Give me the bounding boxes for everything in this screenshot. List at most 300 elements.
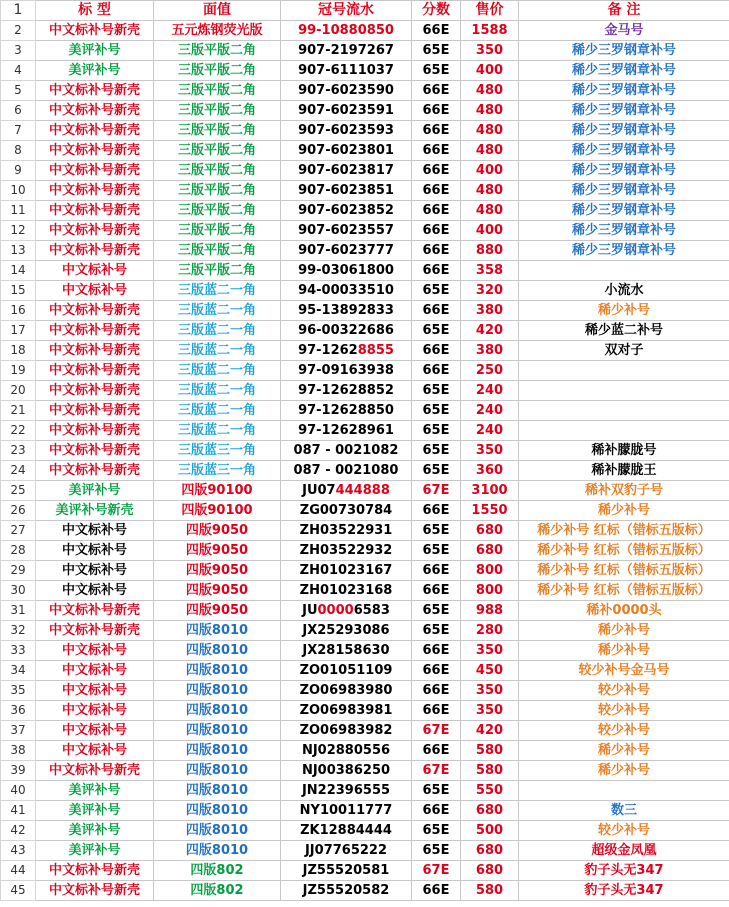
- row-number[interactable]: 16: [1, 301, 36, 321]
- cell-price[interactable]: 550: [461, 781, 519, 801]
- cell-note[interactable]: 豹子头无347: [519, 881, 729, 901]
- cell-type[interactable]: 中文标补号: [36, 541, 154, 561]
- cell-serial[interactable]: [281, 21, 412, 41]
- cell-face[interactable]: 三版平版二角: [154, 241, 281, 261]
- cell-face[interactable]: 四版802: [154, 861, 281, 881]
- cell-face[interactable]: 三版蓝二一角: [154, 321, 281, 341]
- cell-face[interactable]: 四版8010: [154, 641, 281, 661]
- cell-face[interactable]: 四版9050: [154, 601, 281, 621]
- cell-type[interactable]: 中文标补号: [36, 681, 154, 701]
- cell-score[interactable]: 66E: [412, 561, 461, 581]
- cell-type[interactable]: 中文标补号新壳: [36, 621, 154, 641]
- cell-face[interactable]: 四版8010: [154, 801, 281, 821]
- cell-serial[interactable]: [281, 601, 412, 621]
- cell-score[interactable]: 66E: [412, 881, 461, 901]
- cell-type[interactable]: 中文标补号: [36, 661, 154, 681]
- cell-face[interactable]: 三版平版二角: [154, 41, 281, 61]
- cell-score[interactable]: 66E: [412, 661, 461, 681]
- cell-serial[interactable]: [281, 321, 412, 341]
- cell-price[interactable]: 680: [461, 541, 519, 561]
- cell-type[interactable]: 中文标补号: [36, 641, 154, 661]
- cell-price[interactable]: 680: [461, 801, 519, 821]
- cell-score[interactable]: 65E: [412, 521, 461, 541]
- row-number[interactable]: 31: [1, 601, 36, 621]
- cell-note[interactable]: 稀少补号: [519, 641, 729, 661]
- row-number[interactable]: 36: [1, 701, 36, 721]
- row-number[interactable]: 24: [1, 461, 36, 481]
- cell-serial[interactable]: [281, 761, 412, 781]
- row-number[interactable]: 27: [1, 521, 36, 541]
- cell-score[interactable]: 65E: [412, 61, 461, 81]
- cell-face[interactable]: 三版蓝三一角: [154, 441, 281, 461]
- row-number[interactable]: 39: [1, 761, 36, 781]
- row-number[interactable]: 21: [1, 401, 36, 421]
- row-number[interactable]: 45: [1, 881, 36, 901]
- cell-score[interactable]: 65E: [412, 601, 461, 621]
- cell-type[interactable]: 中文标补号新壳: [36, 881, 154, 901]
- row-number[interactable]: 23: [1, 441, 36, 461]
- row-number[interactable]: 35: [1, 681, 36, 701]
- cell-type[interactable]: 中文标补号新壳: [36, 421, 154, 441]
- cell-price[interactable]: 680: [461, 841, 519, 861]
- row-number[interactable]: 1: [1, 1, 36, 21]
- cell-serial[interactable]: [281, 681, 412, 701]
- cell-price[interactable]: 350: [461, 441, 519, 461]
- cell-serial[interactable]: [281, 381, 412, 401]
- cell-price[interactable]: 680: [461, 521, 519, 541]
- cell-score[interactable]: 66E: [412, 161, 461, 181]
- cell-face[interactable]: 四版8010: [154, 621, 281, 641]
- cell-price[interactable]: 400: [461, 61, 519, 81]
- cell-price[interactable]: 500: [461, 821, 519, 841]
- cell-serial[interactable]: [281, 721, 412, 741]
- cell-serial[interactable]: [281, 81, 412, 101]
- cell-price[interactable]: 480: [461, 141, 519, 161]
- cell-face[interactable]: 四版8010: [154, 681, 281, 701]
- row-number[interactable]: 38: [1, 741, 36, 761]
- cell-face[interactable]: 四版8010: [154, 761, 281, 781]
- cell-face[interactable]: 四版9050: [154, 561, 281, 581]
- cell-score[interactable]: 66E: [412, 501, 461, 521]
- cell-score[interactable]: 66E: [412, 361, 461, 381]
- cell-score[interactable]: 67E: [412, 481, 461, 501]
- cell-note[interactable]: 稀少三罗钢章补号: [519, 241, 729, 261]
- cell-face[interactable]: 三版蓝三一角: [154, 461, 281, 481]
- row-number[interactable]: 22: [1, 421, 36, 441]
- cell-note[interactable]: 稀少三罗钢章补号: [519, 201, 729, 221]
- row-number[interactable]: 40: [1, 781, 36, 801]
- cell-face[interactable]: 三版平版二角: [154, 121, 281, 141]
- cell-price[interactable]: 988: [461, 601, 519, 621]
- cell-note[interactable]: 稀补朦胧号: [519, 441, 729, 461]
- cell-price[interactable]: 800: [461, 581, 519, 601]
- cell-type[interactable]: 中文标补号新壳: [36, 361, 154, 381]
- cell-price[interactable]: 240: [461, 381, 519, 401]
- cell-serial[interactable]: [281, 261, 412, 281]
- cell-face[interactable]: 三版蓝二一角: [154, 421, 281, 441]
- cell-score[interactable]: 66E: [412, 141, 461, 161]
- header-type[interactable]: 标 型: [36, 1, 154, 21]
- cell-face[interactable]: 三版平版二角: [154, 81, 281, 101]
- row-number[interactable]: 4: [1, 61, 36, 81]
- row-number[interactable]: 6: [1, 101, 36, 121]
- cell-type[interactable]: 中文标补号新壳: [36, 241, 154, 261]
- cell-score[interactable]: 66E: [412, 21, 461, 41]
- cell-note[interactable]: 双对子: [519, 341, 729, 361]
- cell-score[interactable]: 67E: [412, 761, 461, 781]
- cell-note[interactable]: 较少补号金马号: [519, 661, 729, 681]
- cell-face[interactable]: 四版8010: [154, 741, 281, 761]
- cell-type[interactable]: 中文标补号新壳: [36, 181, 154, 201]
- cell-score[interactable]: 65E: [412, 541, 461, 561]
- cell-note[interactable]: 超级金凤凰: [519, 841, 729, 861]
- cell-type[interactable]: 美评补号: [36, 801, 154, 821]
- cell-type[interactable]: 中文标补号: [36, 281, 154, 301]
- cell-serial[interactable]: [281, 861, 412, 881]
- cell-type[interactable]: 中文标补号新壳: [36, 461, 154, 481]
- cell-serial[interactable]: [281, 301, 412, 321]
- cell-note[interactable]: 金马号: [519, 21, 729, 41]
- cell-note[interactable]: 数三: [519, 801, 729, 821]
- row-number[interactable]: 43: [1, 841, 36, 861]
- cell-score[interactable]: 65E: [412, 281, 461, 301]
- cell-type[interactable]: 中文标补号: [36, 261, 154, 281]
- cell-note[interactable]: 稀少补号 红标（错标五版标）: [519, 541, 729, 561]
- cell-price[interactable]: 1588: [461, 21, 519, 41]
- row-number[interactable]: 17: [1, 321, 36, 341]
- cell-note[interactable]: 稀少补号: [519, 301, 729, 321]
- cell-note[interactable]: 较少补号: [519, 721, 729, 741]
- cell-note[interactable]: 较少补号: [519, 701, 729, 721]
- cell-score[interactable]: 66E: [412, 241, 461, 261]
- cell-serial[interactable]: [281, 521, 412, 541]
- cell-score[interactable]: 66E: [412, 581, 461, 601]
- cell-score[interactable]: 65E: [412, 441, 461, 461]
- row-number[interactable]: 2: [1, 21, 36, 41]
- cell-score[interactable]: 65E: [412, 421, 461, 441]
- cell-note[interactable]: [519, 381, 729, 401]
- header-price[interactable]: 售价: [461, 1, 519, 21]
- row-number[interactable]: 37: [1, 721, 36, 741]
- cell-type[interactable]: 中文标补号新壳: [36, 441, 154, 461]
- cell-price[interactable]: 320: [461, 281, 519, 301]
- cell-note[interactable]: [519, 401, 729, 421]
- cell-type[interactable]: 中文标补号: [36, 721, 154, 741]
- cell-serial[interactable]: [281, 841, 412, 861]
- row-number[interactable]: 32: [1, 621, 36, 641]
- cell-note[interactable]: 稀补朦胧王: [519, 461, 729, 481]
- cell-serial[interactable]: [281, 441, 412, 461]
- cell-serial[interactable]: [281, 361, 412, 381]
- cell-type[interactable]: 美评补号: [36, 481, 154, 501]
- cell-face[interactable]: 四版8010: [154, 701, 281, 721]
- cell-face[interactable]: 四版9050: [154, 521, 281, 541]
- cell-price[interactable]: 420: [461, 321, 519, 341]
- cell-price[interactable]: 420: [461, 721, 519, 741]
- header-score[interactable]: 分数: [412, 1, 461, 21]
- cell-price[interactable]: 480: [461, 201, 519, 221]
- row-number[interactable]: 15: [1, 281, 36, 301]
- cell-face[interactable]: 四版90100: [154, 481, 281, 501]
- cell-type[interactable]: 中文标补号新壳: [36, 141, 154, 161]
- row-number[interactable]: 5: [1, 81, 36, 101]
- cell-score[interactable]: 66E: [412, 681, 461, 701]
- cell-type[interactable]: 中文标补号: [36, 581, 154, 601]
- cell-face[interactable]: 三版平版二角: [154, 221, 281, 241]
- cell-note[interactable]: 稀少三罗钢章补号: [519, 101, 729, 121]
- cell-type[interactable]: 中文标补号新壳: [36, 301, 154, 321]
- cell-score[interactable]: 65E: [412, 781, 461, 801]
- cell-face[interactable]: 四版90100: [154, 501, 281, 521]
- cell-note[interactable]: [519, 421, 729, 441]
- cell-price[interactable]: 480: [461, 121, 519, 141]
- cell-serial[interactable]: [281, 481, 412, 501]
- cell-type[interactable]: 中文标补号新壳: [36, 81, 154, 101]
- cell-face[interactable]: 三版平版二角: [154, 181, 281, 201]
- cell-price[interactable]: 580: [461, 881, 519, 901]
- cell-price[interactable]: 250: [461, 361, 519, 381]
- row-number[interactable]: 18: [1, 341, 36, 361]
- cell-note[interactable]: 稀少三罗钢章补号: [519, 61, 729, 81]
- cell-score[interactable]: 65E: [412, 321, 461, 341]
- cell-score[interactable]: 67E: [412, 721, 461, 741]
- row-number[interactable]: 19: [1, 361, 36, 381]
- cell-score[interactable]: 66E: [412, 641, 461, 661]
- cell-serial[interactable]: [281, 621, 412, 641]
- row-number[interactable]: 20: [1, 381, 36, 401]
- cell-type[interactable]: 中文标补号新壳: [36, 21, 154, 41]
- cell-note[interactable]: [519, 361, 729, 381]
- cell-serial[interactable]: [281, 41, 412, 61]
- cell-note[interactable]: 稀少蓝二补号: [519, 321, 729, 341]
- cell-price[interactable]: 350: [461, 681, 519, 701]
- row-number[interactable]: 28: [1, 541, 36, 561]
- cell-serial[interactable]: [281, 541, 412, 561]
- cell-face[interactable]: 三版平版二角: [154, 161, 281, 181]
- cell-type[interactable]: 中文标补号: [36, 701, 154, 721]
- cell-type[interactable]: 中文标补号新壳: [36, 221, 154, 241]
- row-number[interactable]: 7: [1, 121, 36, 141]
- cell-serial[interactable]: [281, 281, 412, 301]
- row-number[interactable]: 34: [1, 661, 36, 681]
- cell-serial[interactable]: [281, 341, 412, 361]
- cell-price[interactable]: 358: [461, 261, 519, 281]
- cell-price[interactable]: 480: [461, 81, 519, 101]
- cell-type[interactable]: 中文标补号新壳: [36, 401, 154, 421]
- cell-face[interactable]: 三版蓝二一角: [154, 401, 281, 421]
- cell-price[interactable]: 480: [461, 101, 519, 121]
- cell-type[interactable]: 中文标补号新壳: [36, 101, 154, 121]
- cell-score[interactable]: 66E: [412, 301, 461, 321]
- cell-note[interactable]: 稀少三罗钢章补号: [519, 121, 729, 141]
- cell-note[interactable]: 稀少三罗钢章补号: [519, 41, 729, 61]
- row-number[interactable]: 3: [1, 41, 36, 61]
- cell-price[interactable]: 880: [461, 241, 519, 261]
- cell-score[interactable]: 66E: [412, 741, 461, 761]
- cell-face[interactable]: 四版8010: [154, 841, 281, 861]
- cell-score[interactable]: 65E: [412, 621, 461, 641]
- header-face[interactable]: 面值: [154, 1, 281, 21]
- cell-type[interactable]: 中文标补号新壳: [36, 381, 154, 401]
- cell-face[interactable]: 三版平版二角: [154, 61, 281, 81]
- cell-score[interactable]: 66E: [412, 81, 461, 101]
- cell-note[interactable]: 稀少补号: [519, 501, 729, 521]
- cell-face[interactable]: 三版蓝二一角: [154, 361, 281, 381]
- cell-face[interactable]: 四版9050: [154, 541, 281, 561]
- cell-note[interactable]: 稀少补号: [519, 761, 729, 781]
- cell-face[interactable]: 四版8010: [154, 781, 281, 801]
- cell-price[interactable]: 1550: [461, 501, 519, 521]
- cell-type[interactable]: 美评补号: [36, 821, 154, 841]
- cell-serial[interactable]: [281, 421, 412, 441]
- row-number[interactable]: 42: [1, 821, 36, 841]
- cell-price[interactable]: 3100: [461, 481, 519, 501]
- header-serial[interactable]: 冠号流水: [281, 1, 412, 21]
- cell-note[interactable]: 较少补号: [519, 681, 729, 701]
- cell-serial[interactable]: [281, 661, 412, 681]
- cell-score[interactable]: 66E: [412, 221, 461, 241]
- cell-type[interactable]: 中文标补号: [36, 561, 154, 581]
- row-number[interactable]: 13: [1, 241, 36, 261]
- cell-price[interactable]: 360: [461, 461, 519, 481]
- cell-serial[interactable]: [281, 121, 412, 141]
- cell-price[interactable]: 400: [461, 161, 519, 181]
- row-number[interactable]: 25: [1, 481, 36, 501]
- cell-face[interactable]: 四版9050: [154, 581, 281, 601]
- cell-type[interactable]: 中文标补号: [36, 521, 154, 541]
- cell-note[interactable]: 稀少补号 红标（错标五版标）: [519, 561, 729, 581]
- cell-face[interactable]: 三版蓝二一角: [154, 301, 281, 321]
- cell-note[interactable]: 稀补0000头: [519, 601, 729, 621]
- cell-price[interactable]: 400: [461, 221, 519, 241]
- cell-type[interactable]: 中文标补号新壳: [36, 201, 154, 221]
- cell-score[interactable]: 65E: [412, 841, 461, 861]
- cell-score[interactable]: 66E: [412, 341, 461, 361]
- row-number[interactable]: 10: [1, 181, 36, 201]
- cell-face[interactable]: 三版平版二角: [154, 261, 281, 281]
- cell-serial[interactable]: [281, 701, 412, 721]
- cell-serial[interactable]: [281, 641, 412, 661]
- cell-type[interactable]: 中文标补号新壳: [36, 321, 154, 341]
- cell-face[interactable]: 三版平版二角: [154, 141, 281, 161]
- row-number[interactable]: 29: [1, 561, 36, 581]
- cell-face[interactable]: 四版8010: [154, 821, 281, 841]
- cell-note[interactable]: 稀少三罗钢章补号: [519, 221, 729, 241]
- cell-type[interactable]: 中文标补号新壳: [36, 861, 154, 881]
- row-number[interactable]: 26: [1, 501, 36, 521]
- row-number[interactable]: 33: [1, 641, 36, 661]
- cell-face[interactable]: 三版蓝二一角: [154, 281, 281, 301]
- cell-score[interactable]: 65E: [412, 821, 461, 841]
- cell-serial[interactable]: [281, 881, 412, 901]
- cell-serial[interactable]: [281, 581, 412, 601]
- cell-score[interactable]: 66E: [412, 101, 461, 121]
- cell-note[interactable]: 稀少补号: [519, 741, 729, 761]
- cell-serial[interactable]: [281, 501, 412, 521]
- cell-type[interactable]: 中文标补号新壳: [36, 161, 154, 181]
- cell-face[interactable]: 三版蓝二一角: [154, 381, 281, 401]
- row-number[interactable]: 8: [1, 141, 36, 161]
- cell-note[interactable]: 豹子头无347: [519, 861, 729, 881]
- cell-price[interactable]: 680: [461, 861, 519, 881]
- cell-type[interactable]: 美评补号: [36, 841, 154, 861]
- cell-price[interactable]: 280: [461, 621, 519, 641]
- cell-price[interactable]: 240: [461, 401, 519, 421]
- cell-serial[interactable]: [281, 741, 412, 761]
- cell-face[interactable]: 三版平版二角: [154, 201, 281, 221]
- cell-note[interactable]: 稀少补号: [519, 621, 729, 641]
- cell-note[interactable]: 稀少三罗钢章补号: [519, 81, 729, 101]
- cell-price[interactable]: 800: [461, 561, 519, 581]
- cell-face[interactable]: 五元炼钢荧光版: [154, 21, 281, 41]
- cell-serial[interactable]: [281, 101, 412, 121]
- cell-serial[interactable]: [281, 241, 412, 261]
- cell-type[interactable]: 中文标补号新壳: [36, 601, 154, 621]
- cell-type[interactable]: 中文标补号: [36, 741, 154, 761]
- cell-score[interactable]: 66E: [412, 801, 461, 821]
- cell-type[interactable]: 美评补号新壳: [36, 501, 154, 521]
- cell-serial[interactable]: [281, 781, 412, 801]
- cell-note[interactable]: [519, 261, 729, 281]
- cell-note[interactable]: 稀少三罗钢章补号: [519, 141, 729, 161]
- row-number[interactable]: 11: [1, 201, 36, 221]
- cell-note[interactable]: 稀少三罗钢章补号: [519, 181, 729, 201]
- cell-type[interactable]: 中文标补号新壳: [36, 121, 154, 141]
- cell-face[interactable]: 四版8010: [154, 661, 281, 681]
- row-number[interactable]: 9: [1, 161, 36, 181]
- cell-price[interactable]: 380: [461, 341, 519, 361]
- cell-serial[interactable]: [281, 201, 412, 221]
- cell-price[interactable]: 380: [461, 301, 519, 321]
- cell-serial[interactable]: [281, 161, 412, 181]
- cell-price[interactable]: 480: [461, 181, 519, 201]
- cell-price[interactable]: 580: [461, 741, 519, 761]
- row-number[interactable]: 44: [1, 861, 36, 881]
- cell-price[interactable]: 350: [461, 41, 519, 61]
- cell-face[interactable]: 四版8010: [154, 721, 281, 741]
- cell-score[interactable]: 65E: [412, 401, 461, 421]
- cell-serial[interactable]: [281, 401, 412, 421]
- row-number[interactable]: 30: [1, 581, 36, 601]
- row-number[interactable]: 12: [1, 221, 36, 241]
- row-number[interactable]: 14: [1, 261, 36, 281]
- cell-score[interactable]: 65E: [412, 381, 461, 401]
- cell-score[interactable]: 66E: [412, 701, 461, 721]
- cell-score[interactable]: 66E: [412, 181, 461, 201]
- cell-type[interactable]: 美评补号: [36, 781, 154, 801]
- cell-face[interactable]: 三版平版二角: [154, 101, 281, 121]
- cell-score[interactable]: 66E: [412, 201, 461, 221]
- cell-price[interactable]: 580: [461, 761, 519, 781]
- cell-type[interactable]: 美评补号: [36, 41, 154, 61]
- cell-note[interactable]: 稀少补号 红标（错标五版标）: [519, 581, 729, 601]
- cell-serial[interactable]: [281, 801, 412, 821]
- cell-score[interactable]: 65E: [412, 461, 461, 481]
- header-note[interactable]: 备 注: [519, 1, 729, 21]
- cell-serial[interactable]: [281, 141, 412, 161]
- cell-serial[interactable]: [281, 181, 412, 201]
- cell-price[interactable]: 350: [461, 701, 519, 721]
- cell-type[interactable]: 中文标补号新壳: [36, 761, 154, 781]
- cell-score[interactable]: 65E: [412, 41, 461, 61]
- cell-note[interactable]: 小流水: [519, 281, 729, 301]
- cell-note[interactable]: 较少补号: [519, 821, 729, 841]
- cell-serial[interactable]: [281, 821, 412, 841]
- cell-score[interactable]: 66E: [412, 261, 461, 281]
- cell-type[interactable]: 中文标补号新壳: [36, 341, 154, 361]
- cell-price[interactable]: 450: [461, 661, 519, 681]
- cell-score[interactable]: 67E: [412, 861, 461, 881]
